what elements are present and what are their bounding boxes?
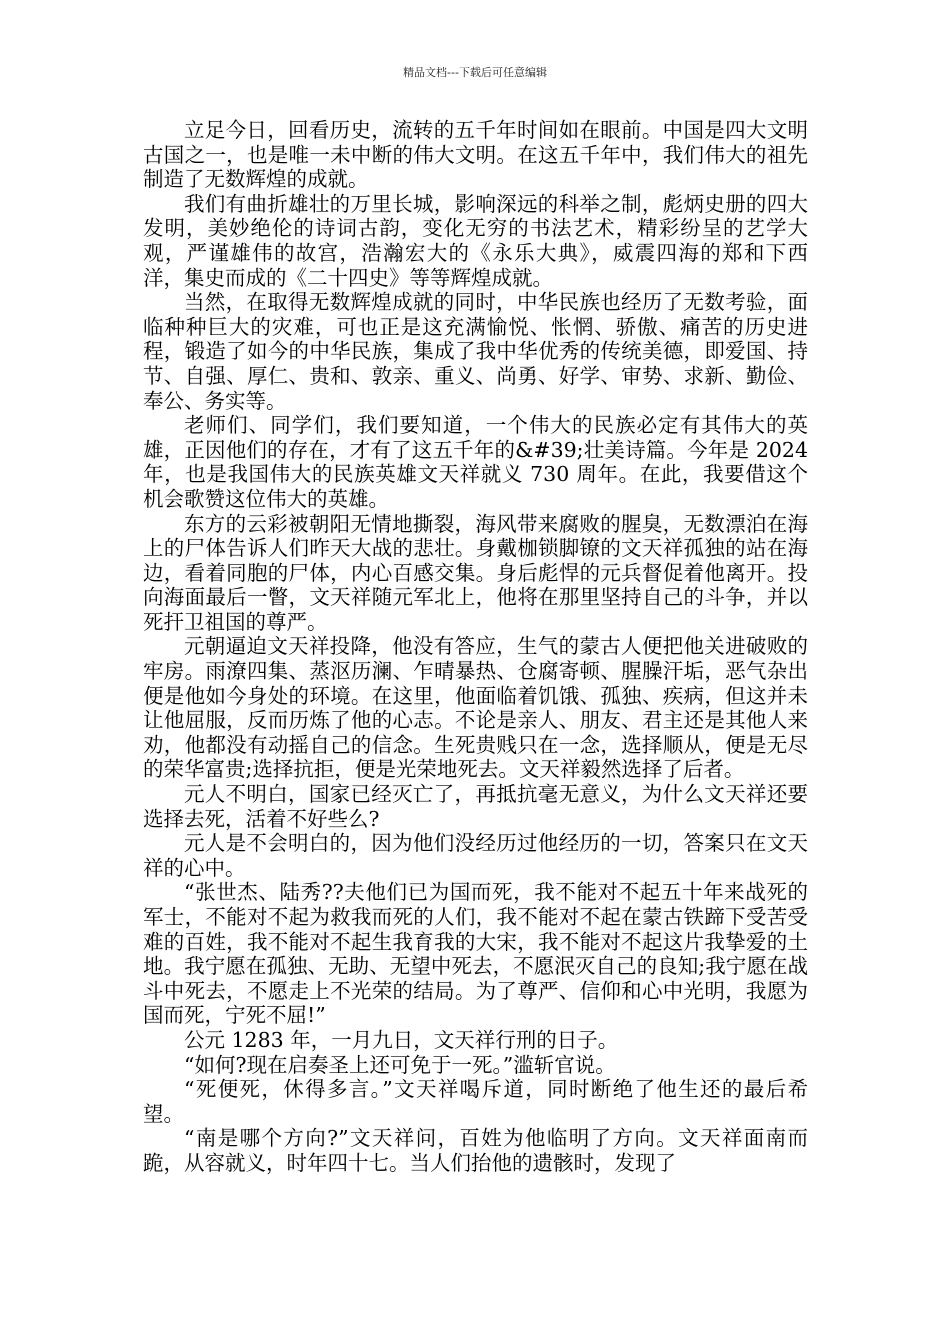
paragraph: 公元 1283 年，一月九日，文天祥行刑的日子。 (184, 1027, 619, 1052)
paragraph: “如何?现在启奏圣上还可免于一死。”滥斩官说。 (184, 1052, 616, 1077)
paragraph: 元朝逼迫文天祥投降，他没有答应，生气的蒙古人便把他关进破败的牢房。雨潦四集、蒸沤历澜、乍晴暴热、仓腐寄顿、腥臊汗垢，恶气杂出便是他如今身处的环境。在这里，他面临着饥饿、孤独、疾病，但这并未让他屈服，反而历炼了他的心志。不论是亲人、朋友、君主还是其他人来劝，他都没有动摇自己的信念。生死贵贱只在一念，选择顺从，便是无尽的荣华富贵;选择抗拒，便是光荣地死去。文天祥毅然选择了后者。 (143, 634, 808, 782)
paragraph: “死便死，休得多言。”文天祥喝斥道，同时断绝了他生还的最后希望。 (143, 1077, 808, 1126)
paragraph: 当然，在取得无数辉煌成就的同时，中华民族也经历了无数考验，面临种种巨大的灾难，可也正是这充满愉悦、怅惘、骄傲、痛苦的历史进程，锻造了如今的中华民族，集成了我中华优秀的传统美德，即爱国、持节、自强、厚仁、贵和、敦亲、重义、尚勇、好学、审势、求新、勤俭、奉公、务实等。 (143, 290, 808, 413)
paragraph: 元人不明白，国家已经灭亡了，再抵抗毫无意义，为什么文天祥还要选择去死，活着不好些么? (143, 782, 808, 831)
paragraph: “南是哪个方向?”文天祥问，百姓为他临明了方向。文天祥面南而跪，从容就义，时年四十七。当人们抬他的遗骸时，发现了 (143, 1126, 808, 1175)
page-header: 精品文档---下载后可任意编辑 (403, 66, 547, 79)
paragraph: 立足今日，回看历史，流转的五千年时间如在眼前。中国是四大文明古国之一，也是唯一未中断的伟大文明。在这五千年中，我们伟大的祖先制造了无数辉煌的成就。 (143, 118, 808, 192)
paragraph: 我们有曲折雄壮的万里长城，影响深远的科举之制，彪炳史册的四大发明，美妙绝伦的诗词古韵，变化无穷的书法艺术，精彩纷呈的艺学大观，严谨雄伟的故宫，浩瀚宏大的《永乐大典》，威震四海的郑和下西洋，集史而成的《二十四史》等等辉煌成就。 (143, 191, 808, 290)
document-body (143, 118, 808, 1176)
paragraph: 元人是不会明白的，因为他们没经历过他经历的一切，答案只在文天祥的心中。 (143, 831, 808, 880)
paragraph: 老师们、同学们，我们要知道，一个伟大的民族必定有其伟大的英雄，正因他们的存在，才有了这五千年的&#39;壮美诗篇。今年是 2024 年，也是我国伟大的民族英雄文天祥就义 730 周年。在此，我要借这个机会歌赞这位伟大的英雄。 (143, 413, 808, 511)
paragraph: “张世杰、陆秀??夫他们已为国而死，我不能对不起五十年来战死的军士，不能对不起为救我而死的人们，我不能对不起在蒙古铁蹄下受苦受难的百姓，我不能对不起生我育我的大宋，我不能对不起这片我挚爱的土地。我宁愿在孤独、无助、无望中死去，不愿泯灭自己的良知;我宁愿在战斗中死去，不愿走上不光荣的结局。为了尊严、信仰和心中光明，我愿为国而死，宁死不屈!” (143, 880, 808, 1028)
paragraph: 东方的云彩被朝阳无情地撕裂，海风带来腐败的腥臭，无数漂泊在海上的尸体告诉人们昨天大战的悲壮。身戴枷锁脚镣的文天祥孤独的站在海边，看着同胞的尸体，内心百感交集。身后彪悍的元兵督促着他离开。投向海面最后一瞥，文天祥随元军北上，他将在那里坚持自己的斗争，并以死扞卫祖国的尊严。 (143, 511, 808, 634)
